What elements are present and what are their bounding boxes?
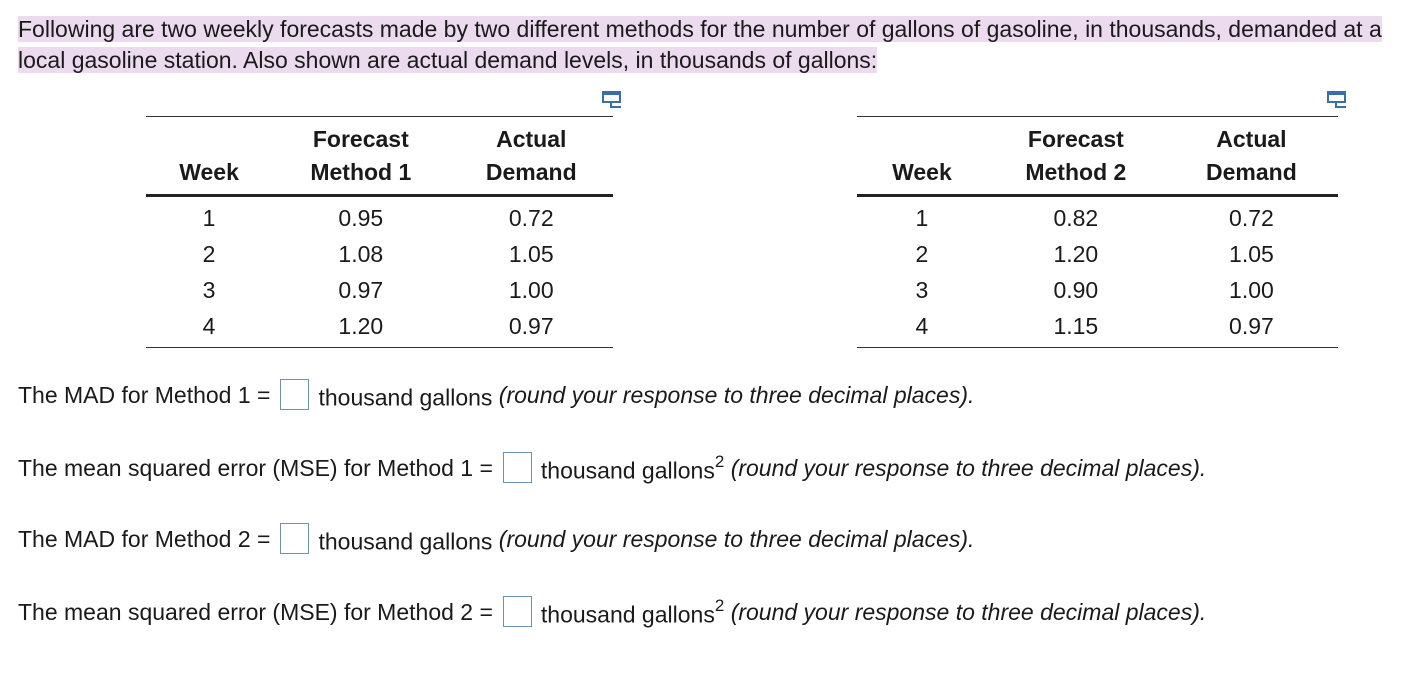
problem-intro (18, 14, 1390, 76)
question-prompt: The MAD for Method 2 = (18, 525, 271, 552)
demand-header: Demand (450, 156, 613, 196)
week-header: Week (146, 156, 272, 196)
forecast-header: Forecast (987, 117, 1165, 157)
week-cell: 3 (915, 277, 929, 303)
table-row (857, 272, 1338, 308)
forecast-cell: 0.97 (338, 277, 384, 303)
question-mse-method-1 (18, 448, 1206, 488)
copy-table-icon[interactable] (1326, 90, 1348, 110)
forecast-cell: 0.90 (1053, 277, 1099, 303)
intro-text: Following are two weekly forecasts made by two different methods for the number of gallons of gasoline, in thousands, demanded at a local gasoline station. Also shown are actual demand levels, in thousands of gallons: (18, 16, 1382, 73)
forecast-cell: 1.20 (1053, 241, 1099, 267)
actual-cell: 1.00 (1229, 277, 1274, 303)
table-row (146, 196, 613, 237)
week-cell: 1 (202, 205, 216, 231)
forecast-header: Forecast (272, 117, 449, 157)
actual-cell: 1.05 (508, 241, 554, 267)
table-row (146, 272, 613, 308)
mad-method-1-answer-box[interactable] (280, 379, 309, 410)
forecast-method-header: Method 1 (272, 156, 449, 196)
forecast-cell: 1.20 (272, 308, 449, 348)
actual-cell: 1.05 (1229, 241, 1274, 267)
table-row (857, 196, 1338, 237)
actual-cell: 0.72 (1229, 205, 1274, 231)
rounding-hint: (round your response to three decimal places). (498, 525, 975, 552)
actual-cell: 0.97 (1165, 308, 1338, 348)
mse-method-1-answer-box[interactable] (503, 452, 532, 483)
forecast-cell: 0.82 (1053, 205, 1099, 231)
rounding-hint: (round your response to three decimal places). (498, 381, 975, 408)
mse-method-2-answer-box[interactable] (503, 596, 532, 627)
forecast-method-header: Method 2 (987, 156, 1165, 196)
actual-cell: 0.72 (508, 205, 554, 231)
week-cell: 2 (202, 241, 216, 267)
week-header: Week (857, 156, 987, 196)
question-mse-method-2 (18, 592, 1206, 632)
actual-header: Actual (1165, 117, 1338, 157)
unit-label: thousand gallons$^2$ (540, 596, 725, 628)
unit-label: thousand gallons (318, 384, 493, 411)
forecast-cell: 1.08 (338, 241, 384, 267)
week-header-blank (146, 117, 272, 157)
actual-cell: 0.97 (450, 308, 613, 348)
actual-cell: 1.00 (508, 277, 554, 303)
forecast-cell: 0.95 (338, 205, 384, 231)
copy-table-icon[interactable] (601, 90, 623, 110)
forecast-cell: 1.15 (987, 308, 1165, 348)
week-cell: 4 (857, 308, 987, 348)
method-2-table (857, 116, 1338, 348)
actual-header: Actual (450, 117, 613, 157)
week-cell: 1 (915, 205, 929, 231)
question-prompt: The mean squared error (MSE) for Method 1 = (18, 454, 493, 481)
table-row (146, 236, 613, 272)
method-1-table (146, 116, 613, 348)
table-row (146, 308, 613, 348)
question-prompt: The MAD for Method 1 = (18, 381, 271, 408)
week-cell: 2 (915, 241, 929, 267)
unit-label: thousand gallons (318, 528, 493, 555)
mad-method-2-answer-box[interactable] (280, 523, 309, 554)
question-mad-method-1 (18, 375, 974, 415)
table-row (857, 236, 1338, 272)
question-prompt: The mean squared error (MSE) for Method 2 = (18, 598, 493, 625)
rounding-hint: (round your response to three decimal places). (730, 454, 1207, 481)
rounding-hint: (round your response to three decimal places). (730, 598, 1207, 625)
week-cell: 3 (202, 277, 216, 303)
table-row (857, 308, 1338, 348)
question-mad-method-2 (18, 519, 974, 559)
week-cell: 4 (146, 308, 272, 348)
week-header-blank (857, 117, 987, 157)
unit-label: thousand gallons$^2$ (540, 452, 725, 484)
demand-header: Demand (1165, 156, 1338, 196)
